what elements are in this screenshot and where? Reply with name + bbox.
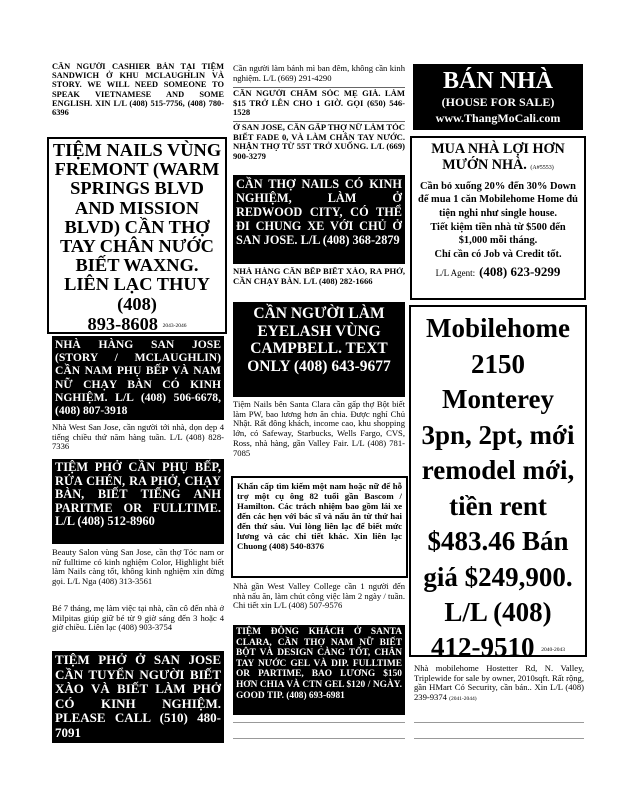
ban-nha-title: BÁN NHÀ: [442, 68, 553, 94]
ad-tiem-dong-khach: TIỆM ĐÔNG KHÁCH Ở SANTA CLARA, CẦN THỢ NAM NỮ BIẾT BỘT VÀ DESIGN CÀNG TỐT, CHÂN TAY NƯỚC GEL VÀ DIP. FULLTIME OR PARTIME, BAO LƯƠNG $150 HƠN CHIA VÀ CTN GEL $120 / NGÀY. GOOD TIP. (408) 693-6981: [233, 625, 405, 715]
ad-pho-1: TIỆM PHỞ CẦN PHỤ BẾP, RỬA CHÉN, RA PHỞ, CHẠY BÀN, BIẾT TIẾNG ANH PARITME OR FULLTIME. L/L (408) 512-8960: [52, 459, 224, 544]
ad-bep-xao: NHÀ HÀNG CẦN BẾP BIẾT XÀO, RA PHỞ, CẦN CHẠY BÀN. L/L (408) 282-1666: [233, 267, 405, 286]
ad-eyelash: CẦN NGƯỜI LÀM EYELASH VÙNG CAMPBELL. TEXT ONLY (408) 643-9677: [233, 302, 405, 397]
mobilehome-text: Mobilehome 2150 Monterey 3pn, 2pt, mới remodel mới, tiền rent $483.46 Bán giá $249,900. L/L (408): [421, 313, 575, 627]
ban-nha-url: www.ThangMoCali.com: [435, 111, 561, 125]
ad-beauty-salon: Beauty Salon vùng San Jose, cần thợ Tóc nam or nữ fulltime có kinh nghiệm Color, Highlight biết làm Nails càng tốt, không kinh nghiệm xin đừng gọi. L/L Nga (408) 313-3561: [52, 548, 224, 587]
ad-cashier: CẦN NGƯỜI CASHIER BÁN TẠI TIỆM SANDWICH Ở KHU MCLAUGHLIN VÀ STORY. WE WILL NEED SOMEONE TO SPEAK VIETNAMESE AND SOME ENGLISH. XIN L/L (408) 515-7756, (408) 780-6396: [52, 62, 224, 118]
ban-nha-subtitle: (HOUSE FOR SALE): [441, 95, 555, 109]
hostetter-code: (2041-2044): [449, 696, 477, 703]
mua-nha-line-1: Cần bỏ xuống 20% đến 30% Down để mua 1 căn Mobilehome Home đủ tiện nghi như single house.: [418, 180, 578, 219]
ad-west-valley: Nhà gần West Valley College cần 1 người đến nhà nấu ăn, làm chút công việc làm 2 ngày / tuần. Chi tiết xin L/L (408) 507-9576: [233, 582, 405, 611]
ad-ban-nha-header: [413, 64, 583, 130]
ad-santa-clara-nails: Tiệm Nails bên Santa Clara cần gấp thợ Bột biết làm PW, bao lương hơn ăn chia. Được nghỉ Chủ Nhật. Rất đông khách, income cao, khu shopping lớn, có Safeway, Starbucks, Wells Fargo, CVS, Ross, nhà hàng, gần Valley Fair. L/L (408) 781-7085: [233, 400, 405, 458]
ad-mua-nha: [410, 136, 586, 300]
ad-fremont-code: 2043-2046: [162, 322, 187, 329]
divider: [414, 738, 584, 739]
mua-nha-line-3: Chỉ cần có Job và Credit tốt.: [434, 248, 562, 260]
mua-nha-line-2: Tiết kiệm tiền nhà từ $500 đến $1,000 mỗi tháng.: [430, 221, 566, 247]
divider: [414, 722, 584, 723]
ad-west-san-jose: Nhà West San Jose, cần người tới nhà, dọn dẹp 4 tiếng chiều thứ năm hàng tuần. L/L (408) 828-7336: [52, 423, 224, 452]
mua-nha-code: (A#5553): [530, 165, 554, 172]
ad-fremont-phone: 893-8608: [87, 313, 159, 334]
hostetter-text: Nhà mobilehome Hostetter Rd, N. Valley, Triplewide for sale by owner, 2010sqft. Rất rộng, gần HMart Có Security, cần bán.. Xin L/L (408) 239-9374: [414, 664, 584, 703]
divider: [233, 87, 405, 88]
ad-redwood-nails: CẦN THỢ NAILS CÓ KINH NGHIỆM, LÀM Ở REDWOOD CITY, CÓ THỂ ĐI CHUNG XE VỚI CHỦ Ở SAN JOSE. L/L (408) 368-2879: [233, 175, 405, 264]
mobilehome-code: 2040-2043: [541, 646, 566, 653]
divider: [233, 722, 405, 723]
divider: [233, 738, 405, 739]
ad-mobilehome-2150: [409, 305, 587, 657]
mua-nha-title: MUA NHÀ LỢI HƠN MƯỚN NHÀ.: [431, 141, 565, 174]
ad-banh-mi: Cần người làm bánh mì ban đêm, không cần kinh nghiệm. L/L (669) 291-4290: [233, 64, 405, 83]
ad-cham-soc: CẦN NGƯỜI CHĂM SÓC MẸ GIÀ. LÀM $15 TRỞ LÊN CHO 1 GIỜ. GỌI (650) 546-1528: [233, 89, 405, 118]
ad-pho-2: TIỆM PHỞ Ở SAN JOSE CẦN TUYỂN NGƯỜI BIẾT XÀO VÀ BIẾT LÀM PHỞ CÓ KINH NGHIỆM. PLEASE CALL (510) 480-7091: [52, 651, 224, 743]
ad-nha-hang-san-jose: NHÀ HÀNG SAN JOSE (STORY / MCLAUGHLIN) CẦN NAM PHỤ BẾP VÀ NAM NỮ CHẠY BÀN CÓ KINH NGHIỆM. L/L (408) 506-6678, (408) 807-3918: [52, 336, 224, 420]
ad-lam-toc: Ở SAN JOSE, CẦN GẤP THỢ NỮ LÀM TÓC BIẾT FADE 0, VÀ LÀM CHÂN TAY NƯỚC. NHẬN THỢ TỪ 55T TRỞ XUỐNG. L/L (669) 900-3279: [233, 123, 405, 162]
ad-be-7-thang: Bé 7 tháng, mẹ làm việc tại nhà, cần cô đến nhà ở Milpitas giúp giữ bé từ 9 giờ sáng đến 3 hoặc 4 giờ chiều. Liên lạc (408) 903-3754: [52, 604, 224, 633]
ad-khan-cap: Khẩn cấp tìm kiếm một nam hoặc nữ để hỗ trợ một cụ ông 82 tuổi gần Bascom / Hamilton. Các trách nhiệm bao gồm lái xe đến các hẹn với bác sĩ và nấu ăn từ thứ hai đến thứ sáu. Vui lòng liên lạc để biết mức lương và các chi tiết khác. Xin liên lạc Chuong (408) 540-8376: [231, 476, 408, 578]
ad-hostetter: [414, 664, 584, 724]
mobilehome-phone: 412-9510: [430, 631, 535, 657]
ad-fremont-nails: [47, 137, 227, 334]
mua-nha-phone: (408) 623-9299: [479, 264, 561, 280]
ad-fremont-text: TIỆM NAILS VÙNG FREMONT (WARM SPRINGS BLVD AND MISSION BLVD) CẦN THỢ TAY CHÂN NƯỚC BIẾT WAXNG. LIÊN LẠC THUY (408): [52, 140, 222, 314]
divider: [233, 121, 405, 122]
mua-nha-agent: L/L Agent:: [435, 268, 476, 279]
